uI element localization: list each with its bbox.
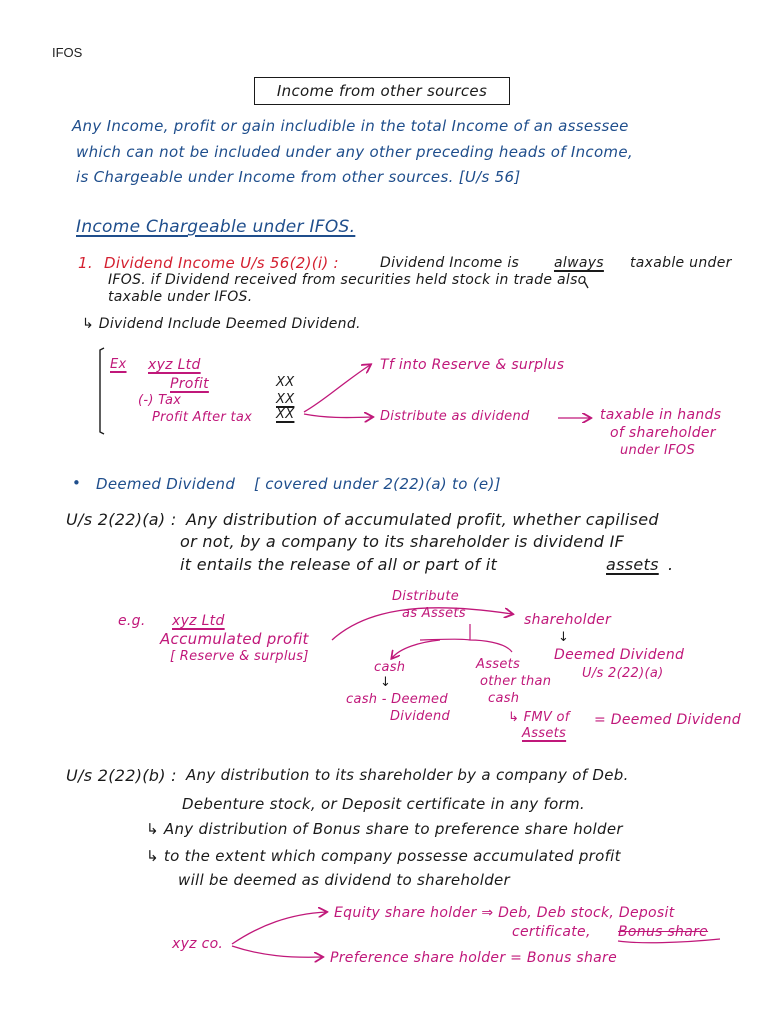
ex2-down-1: ↓: [558, 630, 570, 645]
dividend-text-1: Dividend Income is: [380, 255, 520, 271]
sec-a-line-3a: it entails the release of all or part of it: [180, 555, 498, 574]
sec-a-label: U/s 2(22)(a) :: [66, 510, 177, 529]
ex2-company: xyz Ltd: [172, 613, 225, 629]
ex2-down-2: ↓: [380, 675, 392, 690]
ex3-arrow-preference: [232, 946, 322, 957]
ex3-arrow-equity: [232, 912, 326, 944]
ex1-xx-3: XX: [276, 407, 295, 422]
dividend-title: Dividend Income U/s 56(2)(i) :: [104, 254, 339, 272]
document-tag: IFOS: [52, 45, 83, 60]
ex1-taxable-3: under IFOS: [620, 443, 696, 458]
ex2-accum: Accumulated profit: [160, 630, 309, 648]
dividend-text-1b: taxable under: [630, 255, 732, 271]
ex1-taxable-1: taxable in hands: [600, 407, 722, 423]
ex1-tf: Tf into Reserve & surplus: [380, 357, 565, 373]
ex2-branch: [420, 624, 512, 652]
ex3-bonus-struck: Bonus share: [618, 924, 709, 940]
ex3-equity-2: certificate,: [512, 924, 591, 940]
sec-a-line-2: or not, by a company to its shareholder is dividend IF: [180, 532, 625, 551]
ex2-assets-other-3: cash: [488, 691, 520, 706]
ex2-eg: e.g.: [118, 613, 146, 629]
ex1-arrow-distribute: [304, 414, 372, 418]
ex1-company: xyz Ltd: [148, 357, 201, 373]
ex1-xx-2: XX: [276, 392, 295, 407]
ex3-bonus-underline: [618, 939, 720, 943]
sec-a-assets: assets: [606, 555, 659, 574]
dividend-always: always: [554, 255, 604, 271]
ex2-distribute-2: as Assets: [402, 606, 466, 621]
sec-b-line-5: will be deemed as dividend to shareholder: [178, 871, 511, 889]
ex1-pat: Profit After tax: [152, 410, 253, 425]
dividend-include: ↳ Dividend Include Deemed Dividend.: [82, 316, 361, 332]
sec-b-line-3: ↳ Any distribution of Bonus share to preference share holder: [146, 820, 623, 838]
dividend-line-2: IFOS. if Dividend received from securities held stock in trade also: [108, 272, 587, 288]
dividend-number: 1.: [78, 254, 93, 272]
ex2-cash-deemed-1: cash - Deemed: [346, 692, 448, 707]
ex2-distribute-1: Distribute: [392, 589, 460, 604]
intro-line-1: Any Income, profit or gain includible in the total Income of an assessee: [72, 117, 629, 135]
ex2-cash-deemed-2: Dividend: [390, 709, 451, 724]
intro-line-2: which can not be included under any other preceding heads of Income,: [76, 143, 633, 161]
ex3-equity: Equity share holder ⇒ Deb, Deb stock, Deposit: [334, 905, 675, 921]
sec-b-line-2: Debenture stock, or Deposit certificate in any form.: [182, 795, 585, 813]
ex3-company: xyz co.: [172, 936, 224, 952]
ex2-assets-other-1: Assets: [476, 657, 521, 672]
dividend-line-3: taxable under IFOS.: [108, 289, 253, 305]
intro-line-3: is Chargeable under Income from other sources. [U/s 56]: [76, 168, 521, 186]
sec-b-line-1: Any distribution to its shareholder by a company of Deb.: [186, 766, 629, 784]
ex2-shareholder: shareholder: [524, 612, 611, 628]
ex2-branch-cash: [392, 640, 440, 658]
deemed-bullet: •: [72, 474, 82, 492]
ex1-ex: Ex: [110, 357, 127, 372]
ex2-deemed-2: U/s 2(22)(a): [582, 666, 664, 681]
ex1-bracket: [100, 348, 104, 434]
section-heading: Income Chargeable under IFOS.: [76, 217, 356, 237]
sec-a-line-3b: .: [668, 555, 674, 574]
sec-b-label: U/s 2(22)(b) :: [66, 766, 177, 785]
ex2-fmv-eq: = Deemed Dividend: [594, 712, 741, 728]
ex2-fmv-1: ↳ FMV of: [508, 710, 570, 725]
dividend-caret: [584, 281, 588, 288]
ex2-deemed-1: Deemed Dividend: [554, 647, 685, 663]
ex2-fmv-2: Assets: [522, 726, 567, 741]
ex1-profit: Profit: [170, 376, 209, 392]
ex2-reserve: [ Reserve & surplus]: [170, 649, 309, 664]
ex1-xx-1: XX: [276, 375, 295, 390]
ex2-arc-distribute: [332, 608, 512, 640]
ex1-taxable-2: of shareholder: [610, 425, 716, 441]
deemed-title: Deemed Dividend: [96, 475, 236, 493]
ex1-distribute: Distribute as dividend: [380, 409, 530, 424]
page-title: Income from other sources: [254, 77, 510, 105]
ex1-tax: (-) Tax: [138, 393, 182, 408]
ex2-assets-other-2: other than: [480, 674, 552, 689]
ex2-cash: cash: [374, 660, 406, 675]
sec-b-line-4: ↳ to the extent which company possesse accumulated profit: [146, 847, 621, 865]
ex3-preference: Preference share holder = Bonus share: [330, 950, 618, 966]
sec-a-line-1: Any distribution of accumulated profit, whether capilised: [186, 510, 659, 529]
deemed-covered: [ covered under 2(22)(a) to (e)]: [254, 475, 501, 493]
ex1-arrow-tf: [304, 365, 370, 412]
